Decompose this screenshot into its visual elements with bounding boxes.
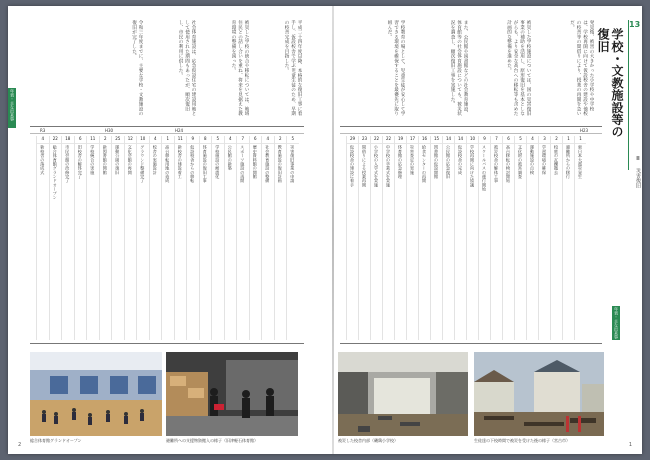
chronology-entry bbox=[249, 136, 262, 340]
entry-text: 運動公園の復旧 bbox=[115, 145, 121, 175]
entry-day: 22 bbox=[50, 136, 62, 144]
left-page bbox=[8, 6, 332, 454]
entry-day: 6 bbox=[250, 136, 262, 144]
entry-text: 災害復旧事業の申請 bbox=[290, 145, 296, 183]
chronology-entry bbox=[502, 136, 514, 340]
right-chronology-table bbox=[340, 126, 602, 344]
entry-text: 仮設校舎の完成 bbox=[458, 145, 463, 175]
entry-day: 1 bbox=[162, 136, 174, 144]
entry-day: 6 bbox=[75, 136, 87, 144]
entry-day: 4 bbox=[225, 136, 237, 144]
chronology-entry bbox=[124, 136, 137, 340]
entry-day: 12 bbox=[125, 136, 137, 144]
chronology-entry bbox=[478, 136, 490, 340]
chronology-entry bbox=[526, 136, 538, 340]
left-era-row bbox=[30, 127, 304, 134]
entry-day: 17 bbox=[407, 136, 418, 144]
chronology-entry bbox=[236, 136, 249, 340]
entry-text: 教育施設の復旧計画 bbox=[277, 145, 283, 183]
entry-text: 社会教育施設の整備 bbox=[265, 145, 271, 183]
entry-day: 11 bbox=[175, 136, 187, 144]
entry-text: 体育施設の復旧工事 bbox=[202, 145, 208, 183]
right-side-tab: 年表・主な出来事 bbox=[614, 307, 619, 339]
chronology-entry bbox=[199, 136, 212, 340]
chronology-entry bbox=[442, 136, 454, 340]
entry-text: 文化財の被害調査 bbox=[518, 145, 523, 179]
entry-text: 体育館の応急修理 bbox=[398, 145, 403, 179]
entry-day: 10 bbox=[137, 136, 149, 144]
left-text-column: 平成二十四年度以降、本格的な復旧工事に着手し、仮設校舎で学ぶ児童生徒のため、早期の校舎完成を目指した。 bbox=[284, 20, 302, 116]
right-page bbox=[334, 6, 642, 454]
right-text-column: 被災した学校施設については、国の災害復旧事業の補助を活用し、原形復旧を基本としながらも、より安全な高台への移転等も含めた計画的な整備を進めた。 bbox=[506, 20, 531, 116]
book-spread bbox=[8, 6, 642, 454]
entry-day: 4 bbox=[527, 136, 538, 144]
entry-day: 5 bbox=[212, 136, 224, 144]
entry-text: 避難所からの移行 bbox=[566, 145, 571, 179]
entry-day: 6 bbox=[503, 136, 514, 144]
left-text-column: 被災した学校の統合や移転については、地域住民との話し合いを重ね、将来を見据えた教育環境の整備を図った。 bbox=[231, 20, 249, 116]
left-text-block bbox=[92, 20, 302, 122]
chronology-entry bbox=[394, 136, 406, 340]
entry-day: 10 bbox=[467, 136, 478, 144]
entry-text: 公民館の応急復旧 bbox=[446, 145, 451, 179]
entry-day: 7 bbox=[237, 136, 249, 144]
chronology-entry bbox=[261, 136, 274, 340]
chronology-entry bbox=[370, 136, 382, 340]
entry-text: 高台移転用地の造成 bbox=[165, 145, 171, 183]
chronology-entry bbox=[430, 136, 442, 340]
right-photo-damaged-houses bbox=[474, 352, 604, 436]
chronology-entry bbox=[161, 136, 174, 340]
entry-text: 仮設校舎からの移転 bbox=[190, 145, 196, 183]
entry-text: 小学校の入学式を実施 bbox=[374, 145, 379, 187]
entry-day: 15 bbox=[431, 136, 442, 144]
left-side-tab: 年表・主な出来事 bbox=[8, 88, 16, 128]
entry-day: 5 bbox=[287, 136, 299, 144]
left-page-number: 2 bbox=[18, 442, 22, 448]
left-photo-gym-caption: 総合体育館グランドオープン bbox=[30, 438, 82, 443]
chronology-entry bbox=[358, 136, 370, 340]
chapter-number: 13 bbox=[629, 20, 641, 29]
right-text-column: 発災後、被害の大きかった小学校や中学校は、学校再開に向けて仮設校舎の建設や他校の校舎等の間借りにより、授業の再開を急いだ。 bbox=[569, 20, 594, 116]
left-chronology-table bbox=[30, 126, 304, 344]
entry-day: 7 bbox=[491, 136, 502, 144]
entry-day: 14 bbox=[455, 136, 466, 144]
entry-text: スクールバスの運行開始 bbox=[482, 145, 487, 192]
entry-text: 運動施設の点検 bbox=[530, 145, 535, 175]
entry-day: 22 bbox=[383, 136, 394, 144]
entry-text: 文化会館の再開 bbox=[127, 145, 133, 175]
section-label: Ⅲ 災害復旧 bbox=[635, 156, 641, 188]
chronology-entry bbox=[274, 136, 287, 340]
left-photo-gym bbox=[30, 352, 162, 436]
chronology-entry bbox=[466, 136, 478, 340]
entry-text: 新図書館の開館 bbox=[102, 145, 108, 175]
chronology-entry bbox=[174, 136, 187, 340]
right-photo-school-interior bbox=[338, 352, 468, 436]
right-text-block bbox=[344, 20, 594, 122]
entry-text: 歴史資料館の開館 bbox=[252, 145, 258, 179]
entry-day: 4 bbox=[150, 136, 162, 144]
chronology-entry bbox=[454, 136, 466, 340]
entry-text: 学校再開に向けた協議 bbox=[470, 145, 475, 187]
entry-text: 間借りによる授業再開 bbox=[362, 145, 367, 187]
entry-text: 給食センターの再開 bbox=[422, 145, 427, 183]
entry-day: 2 bbox=[551, 136, 562, 144]
left-text-column: 令和三年度までに、主要な学校・文教施設の復旧が完了した。 bbox=[131, 20, 143, 116]
entry-day: 16 bbox=[419, 136, 430, 144]
chapter-badge bbox=[628, 20, 640, 170]
entry-text: 市民会館の改修完了 bbox=[65, 145, 71, 183]
entry-text: 学習環境の確保 bbox=[542, 145, 547, 175]
chronology-entry bbox=[74, 136, 87, 340]
chronology-entry bbox=[86, 136, 99, 340]
left-text-column: 社会体育施設は、応急仮設住宅の建設用地として使用された期間もあったが、順次復旧し、市民の利用に供した。 bbox=[178, 20, 196, 116]
chronology-entry bbox=[36, 136, 49, 340]
chronology-entry bbox=[49, 136, 62, 340]
entry-day: 19 bbox=[395, 136, 406, 144]
entry-day: 8 bbox=[200, 136, 212, 144]
entry-day: 4 bbox=[262, 136, 274, 144]
entry-day: 2 bbox=[275, 136, 287, 144]
entry-text: 仮設校舎の建設に着手 bbox=[350, 145, 355, 187]
entry-day: 4 bbox=[37, 136, 49, 144]
entry-text: 旧校舎の解体完了 bbox=[77, 145, 83, 179]
entry-day: 22 bbox=[371, 136, 382, 144]
entry-day: 14 bbox=[443, 136, 454, 144]
entry-day: 1 bbox=[575, 136, 586, 144]
chapter-title: 学校・文教施設等の復旧 bbox=[596, 28, 624, 138]
chronology-entry bbox=[186, 136, 199, 340]
chronology-entry bbox=[514, 136, 526, 340]
right-text-column: 学校教育の場として、児童生徒が安心して学習できる環境を確保することを最優先に取り組んだ。 bbox=[387, 20, 405, 116]
entry-day: 25 bbox=[112, 136, 124, 144]
era-label-r3: R3 bbox=[40, 128, 46, 133]
entry-text: グラウンド整備完了 bbox=[140, 145, 146, 183]
right-era-row bbox=[340, 127, 602, 134]
entry-text: 校庭の瓦礫撤去 bbox=[554, 145, 559, 175]
entry-text: 公民館の新築 bbox=[227, 145, 233, 171]
entry-day: 11 bbox=[87, 136, 99, 144]
era-label-h30: H30 bbox=[105, 128, 114, 133]
entry-text: 被災校舎の解体工事 bbox=[494, 145, 499, 183]
entry-day: 9 bbox=[187, 136, 199, 144]
entry-day: 1 bbox=[563, 136, 574, 144]
entry-day: 18 bbox=[62, 136, 74, 144]
entry-day: 2 bbox=[100, 136, 112, 144]
chronology-entry bbox=[346, 136, 358, 340]
entry-day: 5 bbox=[515, 136, 526, 144]
entry-text: 新校舎の落成式 bbox=[40, 145, 46, 175]
entry-day: 23 bbox=[359, 136, 370, 144]
era-label-h24: H24 bbox=[175, 128, 184, 133]
chronology-entry bbox=[111, 136, 124, 340]
chronology-entry bbox=[286, 136, 299, 340]
chronology-entry bbox=[538, 136, 550, 340]
entry-text: 東日本大震災発生 bbox=[578, 145, 583, 179]
chronology-entry bbox=[574, 136, 586, 340]
chronology-entry bbox=[211, 136, 224, 340]
chronology-entry bbox=[136, 136, 149, 340]
entry-text: 災害査定の実施 bbox=[410, 145, 415, 175]
entry-text: 高台移転の検討開始 bbox=[506, 145, 511, 183]
entry-text: 総合体育館グランドオープン bbox=[52, 145, 58, 200]
chronology-entry bbox=[382, 136, 394, 340]
entry-day: 29 bbox=[347, 136, 358, 144]
chronology-entry bbox=[550, 136, 562, 340]
entry-text: 学校施設の耐震化 bbox=[215, 145, 221, 179]
chronology-entry bbox=[99, 136, 112, 340]
entry-text: 中学校の卒業式を実施 bbox=[386, 145, 391, 187]
right-photo-damaged-houses-caption: 生徒達の下校時間で被災を受けた後の様子（宮古市） bbox=[474, 438, 570, 443]
entry-day: 3 bbox=[539, 136, 550, 144]
entry-text: 校舎の実施設計 bbox=[152, 145, 158, 175]
entry-text: 新校舎の建設着工 bbox=[177, 145, 183, 179]
chronology-entry bbox=[418, 136, 430, 340]
right-photo-school-interior-caption: 被災した校舎内部（磯鶏小学校） bbox=[338, 438, 398, 443]
chronology-entry bbox=[224, 136, 237, 340]
chronology-entry bbox=[562, 136, 574, 340]
era-label-h23: H23 bbox=[580, 128, 589, 133]
chronology-entry bbox=[149, 136, 162, 340]
chronology-entry bbox=[406, 136, 418, 340]
left-photo-supplies bbox=[166, 352, 298, 436]
right-page-number: 1 bbox=[628, 442, 632, 448]
entry-text: 学校統合の実施 bbox=[90, 145, 96, 175]
chronology-entry bbox=[490, 136, 502, 340]
entry-text: スポーツ施設の再開 bbox=[240, 145, 246, 183]
entry-text: 図書館の仮設開館 bbox=[434, 145, 439, 179]
entry-day: 9 bbox=[479, 136, 490, 144]
right-text-column: また、公民館や図書館などの社会教育施設、体育館等の社会体育施設についても、被災状況を調査し、順次復旧工事を実施した。 bbox=[450, 20, 468, 116]
left-photo-supplies-caption: 避難所への支援物資搬入の様子（旧津軽石体育館） bbox=[166, 438, 258, 443]
chronology-entry bbox=[61, 136, 74, 340]
